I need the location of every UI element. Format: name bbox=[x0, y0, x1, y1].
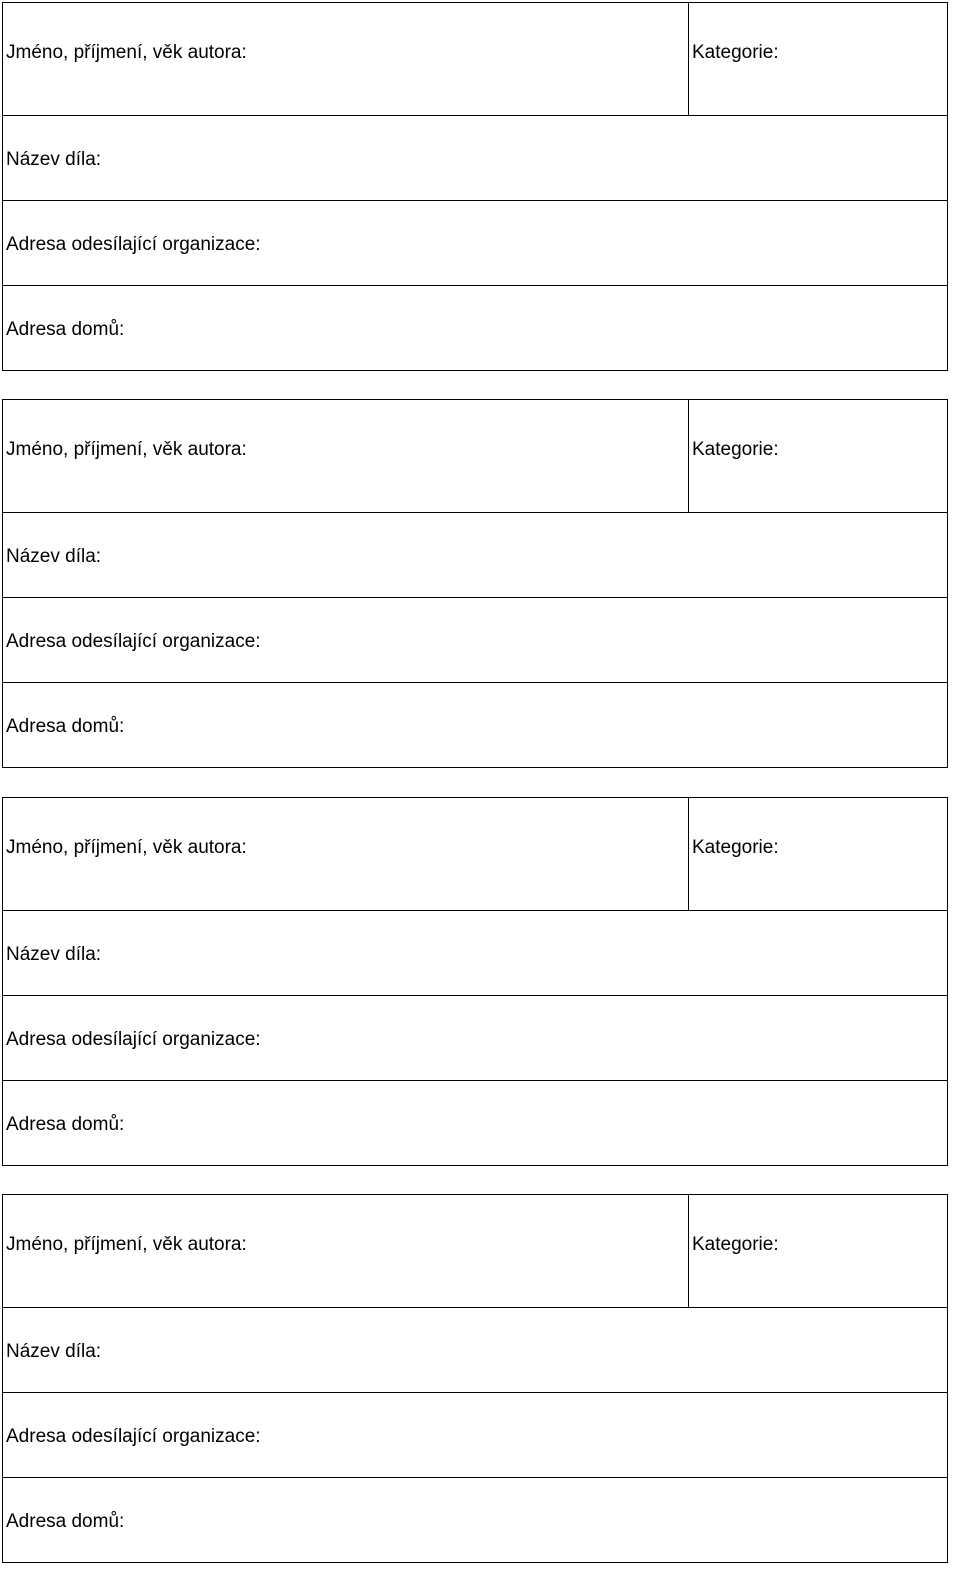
home-address-field[interactable] bbox=[3, 1478, 947, 1562]
home-address-label: Adresa domů: bbox=[6, 319, 125, 340]
org-address-field[interactable] bbox=[3, 598, 947, 682]
org-address-field[interactable] bbox=[3, 996, 947, 1080]
author-category-row bbox=[3, 400, 947, 513]
org-address-label: Adresa odesílající organizace: bbox=[6, 234, 261, 255]
author-label: Jméno, příjmení, věk autora: bbox=[6, 439, 247, 460]
author-label: Jméno, příjmení, věk autora: bbox=[6, 837, 247, 858]
entry-form-4 bbox=[2, 1194, 948, 1563]
title-label: Název díla: bbox=[6, 1341, 102, 1362]
org-address-row bbox=[3, 598, 947, 683]
title-label: Název díla: bbox=[6, 944, 102, 965]
author-field[interactable] bbox=[3, 400, 689, 512]
title-field[interactable] bbox=[3, 513, 947, 597]
category-label: Kategorie: bbox=[692, 1234, 779, 1255]
title-label: Název díla: bbox=[6, 149, 102, 170]
category-field[interactable] bbox=[689, 400, 947, 512]
org-address-row bbox=[3, 201, 947, 286]
entry-form-1 bbox=[2, 2, 948, 371]
title-label: Název díla: bbox=[6, 546, 102, 567]
org-address-label: Adresa odesílající organizace: bbox=[6, 631, 261, 652]
org-address-row bbox=[3, 1393, 947, 1478]
home-address-label: Adresa domů: bbox=[6, 1114, 125, 1135]
author-field[interactable] bbox=[3, 3, 689, 115]
author-category-row bbox=[3, 798, 947, 911]
title-row bbox=[3, 513, 947, 598]
home-address-field[interactable] bbox=[3, 1081, 947, 1165]
author-category-row bbox=[3, 3, 947, 116]
home-address-label: Adresa domů: bbox=[6, 1511, 125, 1532]
title-field[interactable] bbox=[3, 1308, 947, 1392]
author-field[interactable] bbox=[3, 1195, 689, 1307]
home-address-field[interactable] bbox=[3, 286, 947, 370]
home-address-row bbox=[3, 286, 947, 370]
org-address-label: Adresa odesílající organizace: bbox=[6, 1029, 261, 1050]
author-label: Jméno, příjmení, věk autora: bbox=[6, 1234, 247, 1255]
home-address-row bbox=[3, 683, 947, 767]
category-label: Kategorie: bbox=[692, 42, 779, 63]
org-address-field[interactable] bbox=[3, 201, 947, 285]
home-address-label: Adresa domů: bbox=[6, 716, 125, 737]
title-field[interactable] bbox=[3, 116, 947, 200]
category-label: Kategorie: bbox=[692, 439, 779, 460]
home-address-row bbox=[3, 1478, 947, 1562]
home-address-row bbox=[3, 1081, 947, 1165]
org-address-label: Adresa odesílající organizace: bbox=[6, 1426, 261, 1447]
title-field[interactable] bbox=[3, 911, 947, 995]
author-category-row bbox=[3, 1195, 947, 1308]
category-field[interactable] bbox=[689, 798, 947, 910]
title-row bbox=[3, 911, 947, 996]
category-field[interactable] bbox=[689, 3, 947, 115]
author-field[interactable] bbox=[3, 798, 689, 910]
title-row bbox=[3, 116, 947, 201]
entry-form-2 bbox=[2, 399, 948, 768]
home-address-field[interactable] bbox=[3, 683, 947, 767]
author-label: Jméno, příjmení, věk autora: bbox=[6, 42, 247, 63]
category-label: Kategorie: bbox=[692, 837, 779, 858]
entry-form-3 bbox=[2, 797, 948, 1166]
org-address-row bbox=[3, 996, 947, 1081]
title-row bbox=[3, 1308, 947, 1393]
category-field[interactable] bbox=[689, 1195, 947, 1307]
org-address-field[interactable] bbox=[3, 1393, 947, 1477]
